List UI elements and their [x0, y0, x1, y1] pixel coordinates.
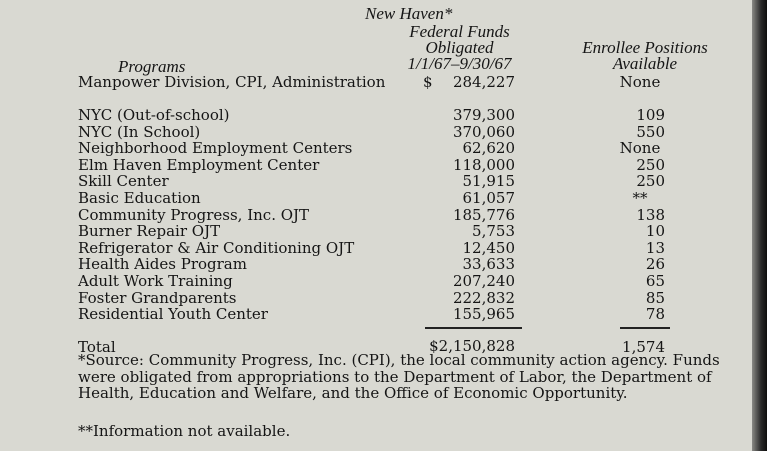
table-row: [0, 256, 752, 273]
enrollee-positions: 250: [636, 155, 665, 174]
program-name: NYC (Out-of-school): [78, 106, 230, 124]
funds-header-line3: 1/1/67–9/30/67: [407, 54, 512, 73]
table-row: [0, 306, 752, 323]
funds-obligated: 379,300: [452, 106, 515, 124]
city-heading: New Haven*: [365, 4, 453, 23]
positions-total-rule: [620, 327, 670, 329]
enrollee-positions: **: [632, 188, 648, 207]
funds-obligated: 5,753: [472, 222, 515, 241]
enrollee-positions: 250: [636, 172, 665, 191]
program-name: Adult Work Training: [78, 271, 233, 290]
program-name: Residential Youth Center: [78, 305, 268, 324]
program-name: Manpower Division, CPI, Administration: [78, 73, 386, 91]
funds-header-line2: Obligated: [425, 38, 494, 57]
program-name: Neighborhood Employment Centers: [78, 139, 353, 158]
table-row: [0, 190, 752, 207]
total-positions: 1,574: [622, 338, 665, 356]
funds-obligated: 370,060: [452, 122, 515, 141]
enrollee-positions: 85: [645, 288, 665, 307]
table-row: [0, 240, 752, 257]
enrollee-header-line1: Enrollee Positions: [582, 38, 708, 57]
funds-obligated: 33,633: [462, 255, 515, 274]
na-footnote: **Information not available.: [78, 422, 291, 440]
funds-obligated: 155,965: [452, 305, 515, 324]
table-row: [0, 107, 752, 124]
program-name: Health Aides Program: [78, 255, 247, 274]
funds-total-rule: [425, 327, 522, 329]
dollar-sign: $: [423, 73, 433, 91]
total-funds: $2,150,828: [429, 337, 515, 355]
program-name: Skill Center: [78, 172, 169, 191]
funds-obligated: 61,057: [462, 188, 515, 207]
enrollee-positions: None: [619, 139, 661, 158]
table-row: [0, 223, 752, 240]
enrollee-header-line2: Available: [612, 54, 678, 73]
funds-obligated: 62,620: [462, 139, 515, 158]
funds-header-line1: Federal Funds: [409, 22, 510, 41]
enrollee-positions: None: [619, 73, 661, 91]
enrollee-positions: 550: [636, 122, 665, 141]
enrollee-positions: 78: [645, 305, 665, 324]
funds-obligated: 284,227: [452, 73, 515, 91]
table-row: [0, 157, 752, 174]
program-name: NYC (In School): [78, 122, 201, 141]
enrollee-positions: 13: [645, 238, 665, 257]
program-table: [0, 74, 752, 323]
table-row: [0, 273, 752, 290]
program-name: Foster Grandparents: [78, 288, 237, 307]
funds-obligated: 12,450: [462, 238, 515, 257]
total-label: Total: [78, 338, 116, 356]
table-row: [0, 124, 752, 141]
enrollee-column-header: [570, 40, 720, 72]
program-name: Elm Haven Employment Center: [78, 155, 320, 174]
table-row: [0, 173, 752, 190]
enrollee-positions: 10: [645, 222, 665, 241]
funds-obligated: 185,776: [452, 205, 515, 224]
table-row: [0, 74, 752, 107]
page-edge-shadow: [752, 0, 767, 451]
program-name: Basic Education: [78, 188, 201, 207]
enrollee-positions: 109: [636, 106, 665, 124]
enrollee-positions: 26: [645, 255, 665, 274]
enrollee-positions: 65: [645, 271, 665, 290]
funds-obligated: 207,240: [452, 271, 515, 290]
program-name: Community Progress, Inc. OJT: [78, 205, 310, 224]
enrollee-positions: 138: [636, 205, 665, 224]
source-footnote: *Source: Community Progress, Inc. (CPI), the local community action agency. Funds were obligated from appropriations to the Department of Labor, the Department of Health, Education and Welfare, and the Office of Economic Opportunity.: [78, 351, 720, 402]
funds-column-header: [372, 24, 547, 72]
table-row: [0, 207, 752, 224]
table-row: [0, 140, 752, 157]
program-name: Burner Repair OJT: [78, 222, 221, 241]
table-row: [0, 290, 752, 307]
program-name: Refrigerator & Air Conditioning OJT: [78, 238, 355, 257]
funds-obligated: 51,915: [462, 172, 515, 191]
funds-obligated: 118,000: [452, 155, 515, 174]
programs-column-header: Programs: [118, 57, 186, 76]
funds-obligated: 222,832: [452, 288, 515, 307]
